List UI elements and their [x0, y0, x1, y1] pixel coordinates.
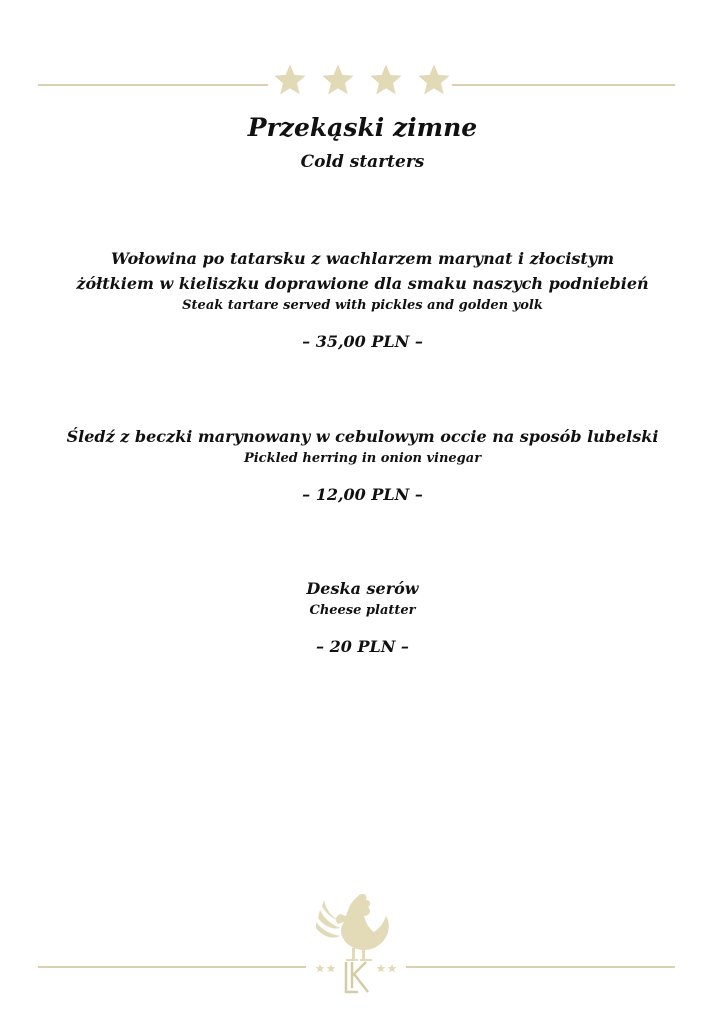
star-icon	[368, 62, 404, 98]
menu-item	[0, 576, 725, 659]
footer-divider-right	[406, 966, 675, 968]
star-icon	[320, 62, 356, 98]
menu-item-name-pl: Wołowina po tatarsku z wachlarzem marynat i złocistym	[110, 249, 615, 268]
page-subtitle: Cold starters	[300, 152, 425, 172]
menu-item	[0, 424, 725, 507]
header-divider-left	[38, 84, 268, 86]
header-stars	[272, 62, 452, 102]
menu-item-name-pl: żółtkiem w kieliszku doprawione dla smaku naszych podniebień	[76, 274, 649, 293]
menu-item-name-pl: Śledź z beczki marynowany w cebulowym occie na sposób lubelski	[66, 427, 659, 446]
star-icon	[272, 62, 308, 98]
menu-item-name-en: Steak tartare served with pickles and golden yolk	[182, 298, 543, 313]
menu-item-name-en: Pickled herring in onion vinegar	[243, 451, 482, 466]
menu-item	[0, 246, 725, 354]
menu-item-price: – 35,00 PLN –	[302, 332, 423, 351]
star-icon	[416, 62, 452, 98]
menu-item-name-pl: Deska serów	[306, 579, 419, 598]
footer-divider-left	[38, 966, 306, 968]
rooster-logo-icon	[306, 888, 406, 998]
menu-item-price: – 12,00 PLN –	[302, 485, 423, 504]
page-title: Przekąski zimne	[247, 113, 478, 142]
menu-item-name-en: Cheese platter	[309, 603, 416, 618]
header-divider-right	[452, 84, 675, 86]
menu-item-price: – 20 PLN –	[316, 637, 409, 656]
